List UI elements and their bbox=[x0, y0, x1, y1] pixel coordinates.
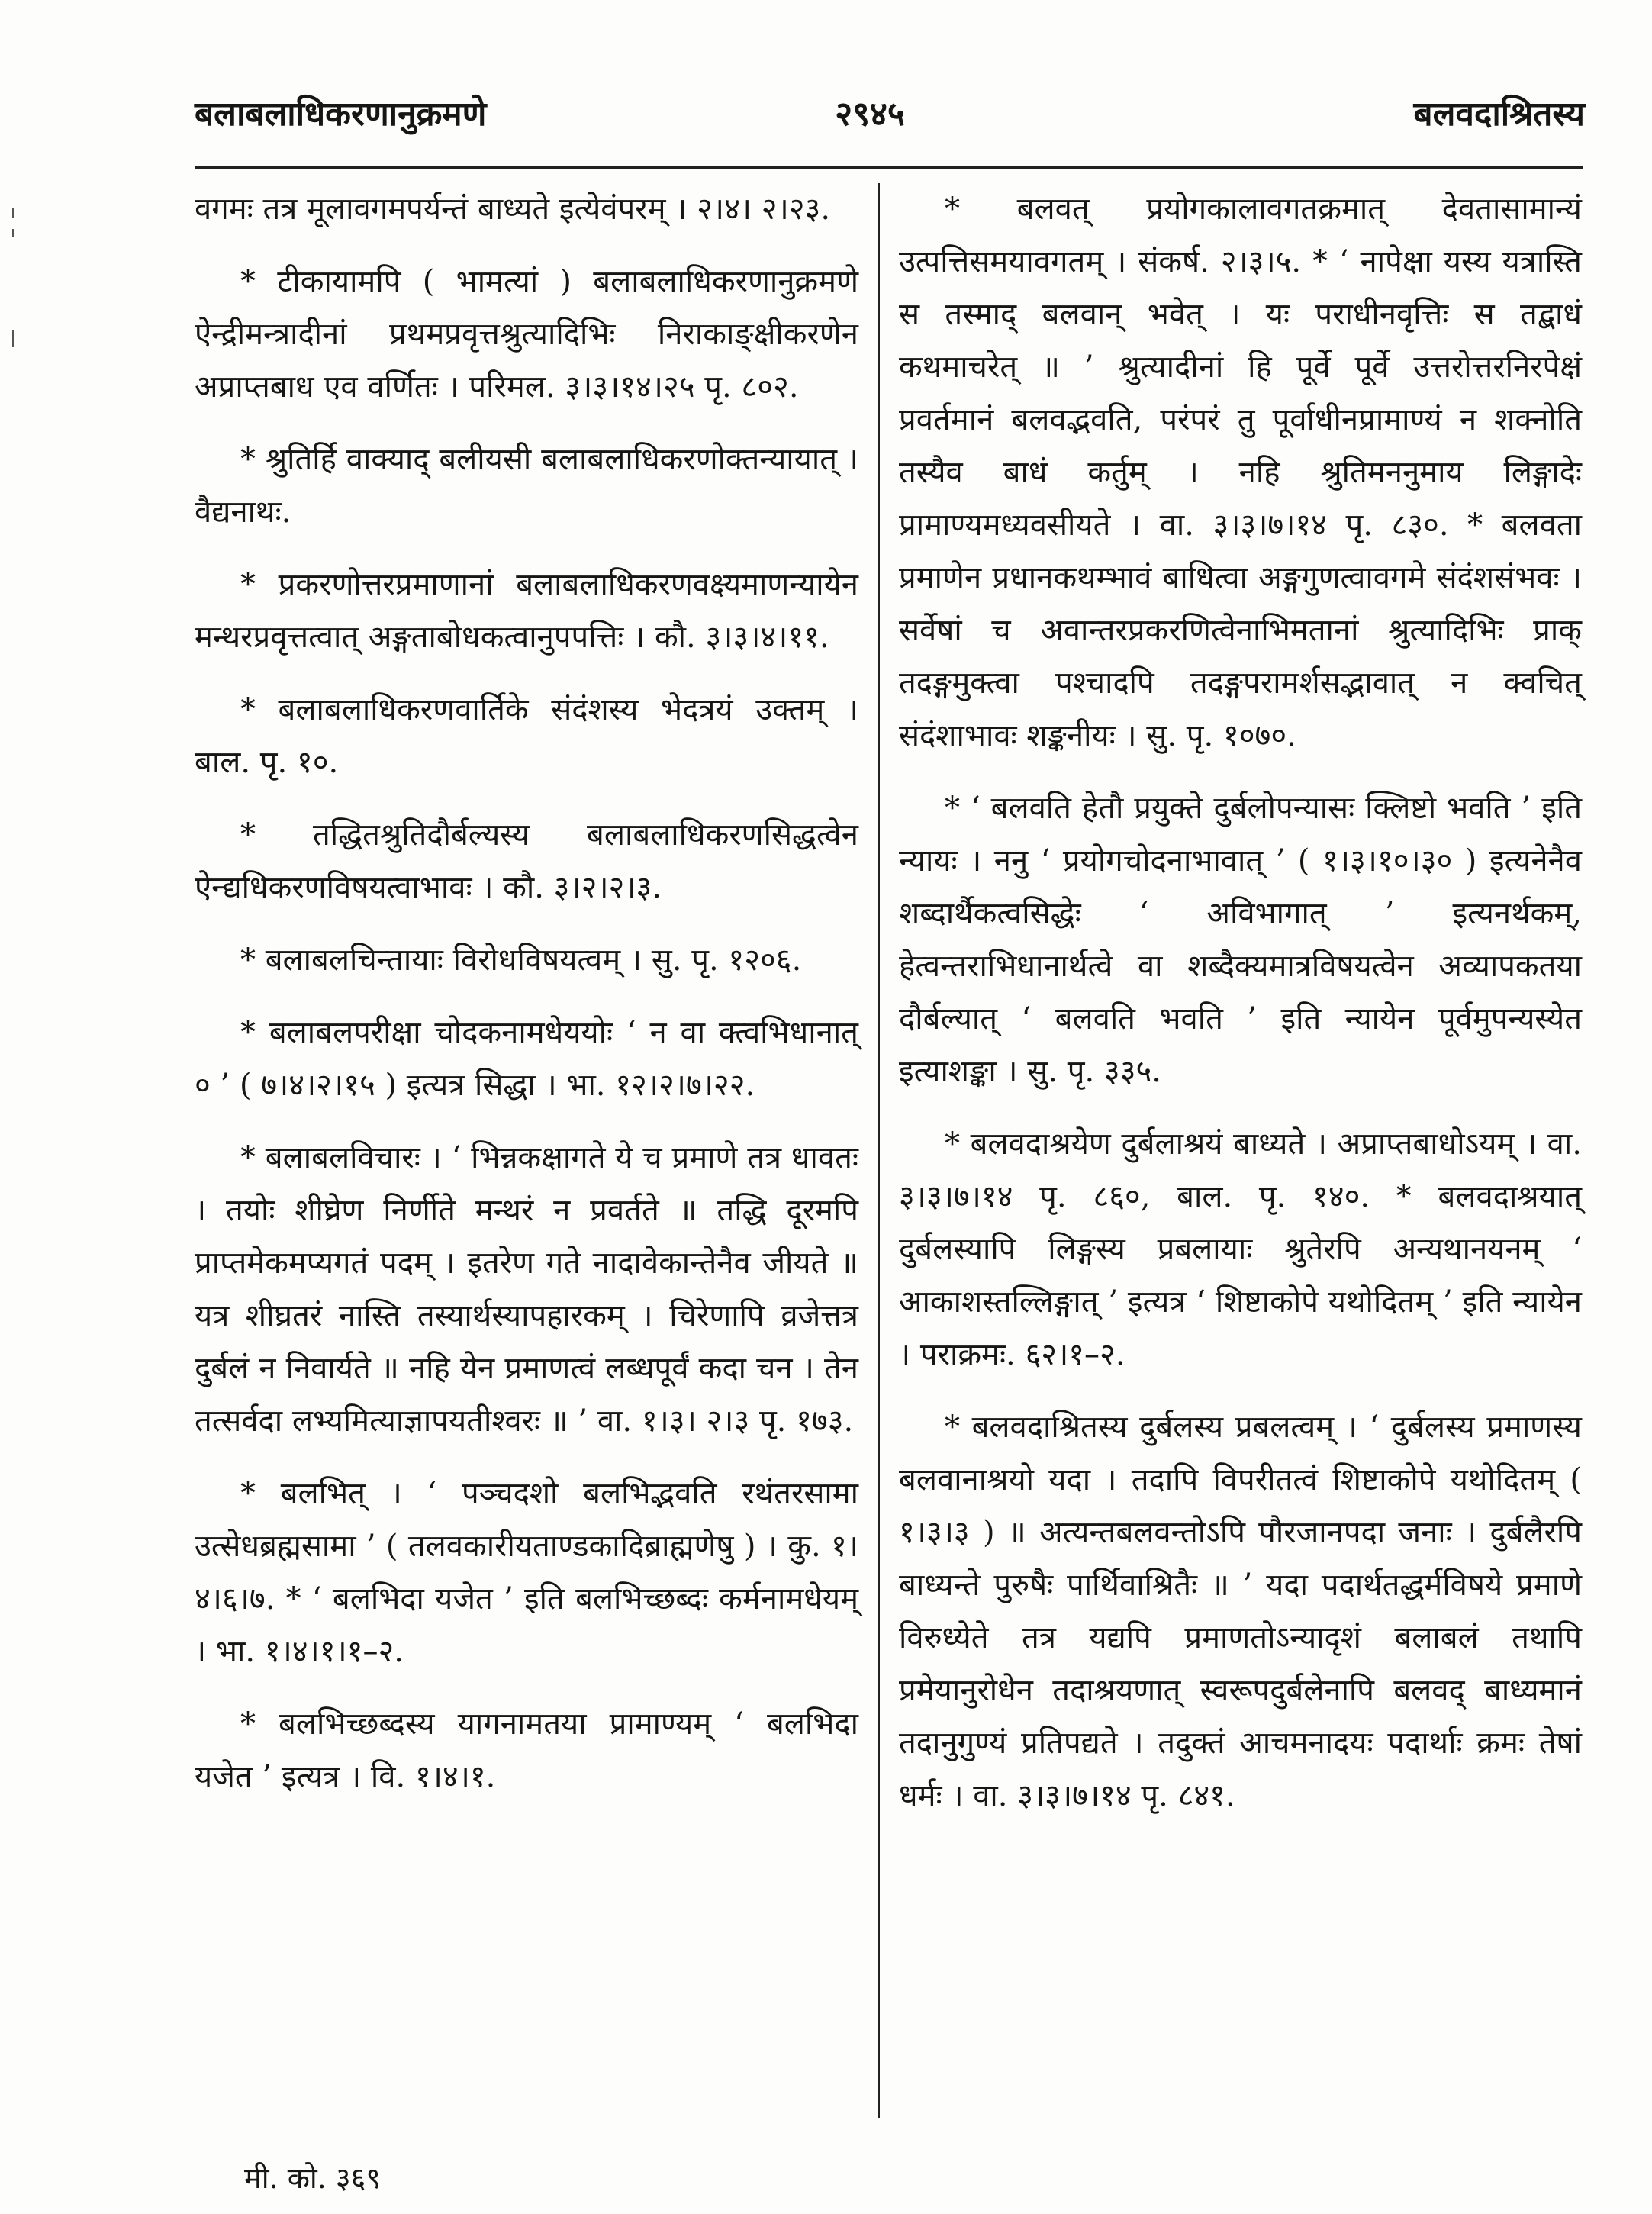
page-number: २९४५ bbox=[835, 95, 905, 134]
entry: * बलभिच्छब्दस्य यागनामतया प्रामाण्यम् ‘ बलभिदा यजेत ’ इत्यत्र । वि. १।४।१. bbox=[195, 1706, 858, 1794]
left-column bbox=[195, 183, 858, 1823]
entry: * तद्धितश्रुतिदौर्बल्यस्य बलाबलाधिकरणसिद्धत्वेन ऐन्द्यधिकरणविषयत्वाभावः । कौ. ३।२।२।३. bbox=[195, 817, 858, 905]
entry: * बलाबलचिन्तायाः विरोधविषयत्वम् । सु. पृ. १२०६. bbox=[240, 943, 802, 978]
entry: * बलवदाश्रितस्य दुर्बलस्य प्रबलत्वम् । ‘ दुर्बलस्य प्रमाणस्य बलवानाश्रयो यदा । तदापि विपरीतत्वं शिष्टाकोपे यथोदितम् ( १।३।३ ) ॥ अत्यन्तबलवन्तोऽपि पौरजानपदा जनाः । दुर्बलैरपि बाध्यन्ते पुरुषैः पार्थिवाश्रितैः ॥ ’ यदा पदार्थतद्धर्मविषये प्रमाणे विरुध्येते तत्र यद्यपि प्रमाणतोऽन्यादृशं बलाबलं तथापि प्रमेयानुरोधेन तदाश्रयणात् स्वरूपदुर्बलेनापि बलवद् बाध्यमानं तदानुगुण्यं प्रतिपद्यते । तदुक्तं आचमनादयः पदार्थाः क्रमः तेषां धर्मः । वा. ३।३।७।१४ पृ. ८४१. bbox=[899, 1410, 1582, 1813]
running-header-right: बलवदाश्रितस्य bbox=[1413, 95, 1585, 134]
entry: * ‘ बलवति हेतौ प्रयुक्ते दुर्बलोपन्यासः क्लिष्टो भवति ’ इति न्यायः । ननु ‘ प्रयोगचोदनाभावात् ’ ( १।३।१०।३० ) इत्यनेनैव शब्दार्थैकत्वसिद्धेः ‘ अविभागात् ’ इत्यनर्थकम्, हेत्वन्तराभिधानार्थत्वे वा शब्दैक्यमात्रविषयत्वेन अव्यापकतया दौर्बल्यात् ‘ बलवति भवति ’ इति न्यायेन पूर्वमुपन्यस्येत इत्याशङ्का । सु. पृ. ३३५. bbox=[899, 791, 1582, 1089]
entry: * बलाबलविचारः । ‘ भिन्नकक्षागते ये च प्रमाणे तत्र धावतः । तयोः शीघ्रेण निर्णीते मन्थरं न प्रवर्तते ॥ तद्धि दूरमपि प्राप्तमेकमप्यगतं पदम् । इतरेण गते नादावेकान्तेनैव जीयते ॥ यत्र शीघ्रतरं नास्ति तस्यार्थस्यापहारकम् । चिरेणापि व्रजेत्तत्र दुर्बलं न निवार्यते ॥ नहि येन प्रमाणत्वं लब्धपूर्वं कदा चन । तेन तत्सर्वदा लभ्यमित्याज्ञापयतीश्वरः ॥ ’ वा. १।३। २।३ पृ. १७३. bbox=[195, 1140, 858, 1439]
entry: * बलवदाश्रयेण दुर्बलाश्रयं बाध्यते । अप्राप्तबाधोऽयम् । वा. ३।३।७।१४ पृ. ८६०, बाल. पृ. १४०. * बलवदाश्रयात् दुर्बलस्यापि लिङ्गस्य प्रबलायाः श्रुतेरपि अन्यथानयनम् ‘ आकाशस्तल्लिङ्गात् ’ इत्यत्र ‘ शिष्टाकोपे यथोदितम् ’ इति न्यायेन । पराक्रमः. ६२।१–२. bbox=[899, 1126, 1582, 1372]
entry: * बलभित् । ‘ पञ्चदशो बलभिद्भवति रथंतरसामा उत्सेधब्रह्मसामा ’ ( तलवकारीयताण्डकादिब्राह्मणेषु ) । कु. १।४।६।७. * ‘ बलभिदा यजेत ’ इति बलभिच्छब्दः कर्मनामधेयम् । भा. १।४।१।१–२. bbox=[195, 1476, 858, 1669]
entry: * प्रकरणोत्तरप्रमाणानां बलाबलाधिकरणवक्ष्यमाणन्यायेन मन्थरप्रवृत्तत्वात् अङ्गताबोधकत्वानुपपत्तिः । कौ. ३।३।४।११. bbox=[195, 567, 858, 655]
margin-mark bbox=[12, 208, 14, 218]
column-divider bbox=[878, 183, 880, 2118]
margin-mark bbox=[12, 229, 14, 237]
header-rule bbox=[195, 166, 1583, 169]
entry: वगमः तत्र मूलावगमपर्यन्तं बाध्यते इत्येवंपरम् । २।४। २।२३. bbox=[195, 192, 831, 227]
entry: * बलाबलपरीक्षा चोदकनामधेययोः ‘ न वा क्त्वभिधानात् ० ’ ( ७।४।२।१५ ) इत्यत्र सिद्धा । भा. १२।२।७।२२. bbox=[195, 1015, 858, 1103]
margin-mark bbox=[12, 330, 14, 347]
page-footer-signature: मी. को. ३६९ bbox=[244, 2161, 382, 2195]
running-header-left: बलाबलाधिकरणानुक्रमणे bbox=[195, 95, 487, 134]
entry: * बलाबलाधिकरणवार्तिके संदंशस्य भेदत्रयं उक्तम् । बाल. पृ. १०. bbox=[195, 692, 858, 780]
entry: * श्रुतिर्हि वाक्याद् बलीयसी बलाबलाधिकरणोक्तन्यायात् । वैद्यनाथः. bbox=[195, 442, 858, 530]
entry: * बलवत् प्रयोगकालावगतक्रमात् देवतासामान्यं उत्पत्तिसमयावगतम् । संकर्ष. २।३।५. * ‘ नापेक्षा यस्य यत्रास्ति स तस्माद् बलवान् भवेत् । यः पराधीनवृत्तिः स तद्बाधं कथमाचरेत् ॥ ’ श्रुत्यादीनां हि पूर्वे पूर्वे उत्तरोत्तरनिरपेक्षं प्रवर्तमानं बलवद्भवति, परंपरं तु पूर्वाधीनप्रामाण्यं न शक्नोति तस्यैव बाधं कर्तुम् । नहि श्रुतिमननुमाय लिङ्गादेः प्रामाण्यमध्यवसीयते । वा. ३।३।७।१४ पृ. ८३०. * बलवता प्रमाणेन प्रधानकथम्भावं बाधित्वा अङ्गगुणत्वावगमे संदंशसंभवः । सर्वेषां च अवान्तरप्रकरणित्वेनाभिमतानां श्रुत्यादिभिः प्राक् तदङ्गमुक्त्वा पश्चादपि तदङ्गपरामर्शसद्भावात् न क्वचित् संदंशाभावः शङ्कनीयः । सु. पृ. १०७०. bbox=[899, 192, 1582, 753]
right-column bbox=[899, 183, 1582, 1842]
entry: * टीकायामपि ( भामत्यां ) बलाबलाधिकरणानुक्रमणे ऐन्द्रीमन्त्रादीनां प्रथमप्रवृत्तश्रुत्यादिभिः निराकाङ्क्षीकरणेन अप्राप्तबाध एव वर्णितः । परिमल. ३।३।१४।२५ पृ. ८०२. bbox=[195, 264, 858, 404]
